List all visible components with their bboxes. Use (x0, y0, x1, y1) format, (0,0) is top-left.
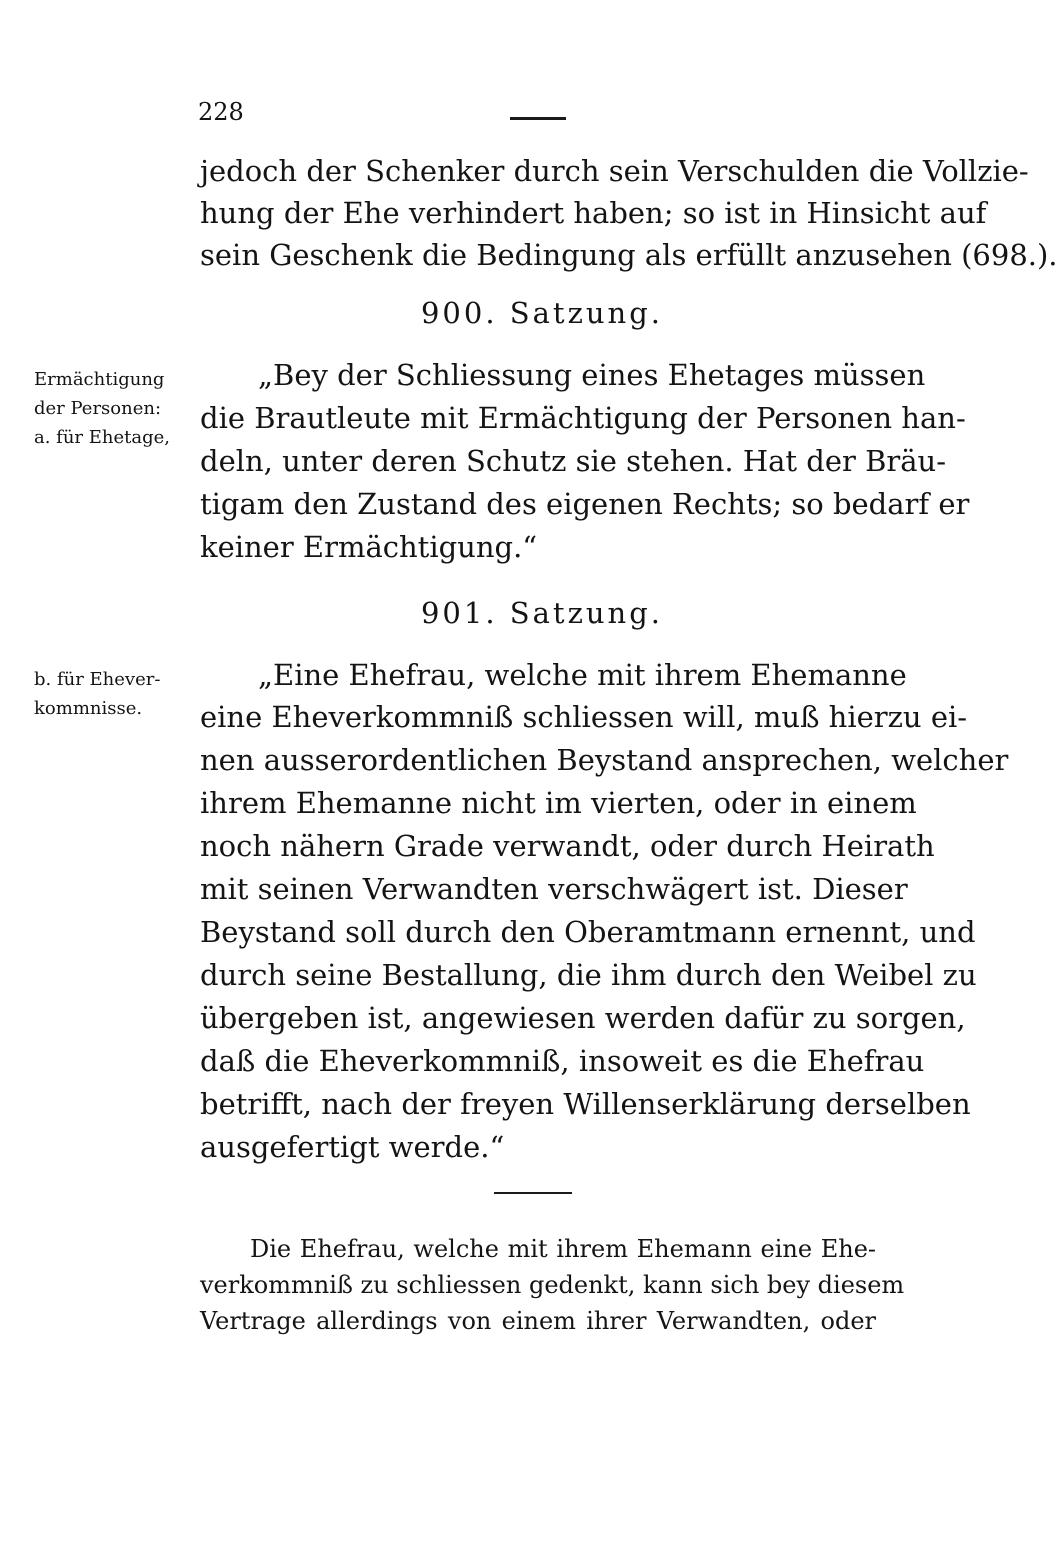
section-901-line: eine Eheverkommniß schliessen will, muß hierzu ei- (200, 700, 968, 734)
section-901-line: ihrem Ehemanne nicht im vierten, oder in einem (200, 786, 917, 820)
margin-note-line: kommnisse. (34, 698, 143, 719)
margin-note-line: a. für Ehetage, (34, 427, 171, 448)
section-900-line: deln, unter deren Schutz sie stehen. Hat der Bräu- (200, 444, 947, 478)
commentary-line: Die Ehefrau, welche mit ihrem Ehemann eine Ehe- (250, 1235, 876, 1263)
margin-note-line: der Personen: (34, 398, 162, 419)
section-901-line: mit seinen Verwandten verschwägert ist. Dieser (200, 872, 908, 906)
intro-line: sein Geschenk die Bedingung als erfüllt anzusehen (698.). (200, 238, 1058, 272)
section-901-line: übergeben ist, angewiesen werden dafür zu sorgen, (200, 1001, 966, 1035)
section-900-line: tigam den Zustand des eigenen Rechts; so bedarf er (200, 487, 970, 521)
section-901-line: nen ausserordentlichen Beystand ansprechen, welcher (200, 743, 1009, 777)
section-heading-901: 901. Satzung. (420, 596, 663, 630)
margin-note-line: b. für Ehever- (34, 669, 161, 690)
commentary-line: verkommniß zu schliessen gedenkt, kann sich bey diesem (200, 1271, 905, 1299)
page-number: 228 (198, 98, 244, 126)
section-901-line: „Eine Ehefrau, welche mit ihrem Ehemanne (258, 658, 907, 692)
section-901-line: daß die Eheverkommniß, insoweit es die Ehefrau (200, 1044, 925, 1078)
section-901-line: Beystand soll durch den Oberamtmann ernennt, und (200, 915, 976, 949)
section-900-line: keiner Ermächtigung.“ (200, 530, 538, 564)
commentary-line: Vertrage allerdings von einem ihrer Verwandten, oder (200, 1307, 876, 1335)
section-901-line: ausgefertigt werde.“ (200, 1130, 505, 1164)
running-header (198, 98, 888, 138)
margin-note-line: Ermächtigung (34, 369, 165, 390)
section-divider (494, 1192, 572, 1194)
intro-line: jedoch der Schenker durch sein Verschulden die Vollzie- (200, 154, 1029, 188)
section-900-line: „Bey der Schliessung eines Ehetages müssen (258, 358, 926, 392)
section-901-line: betrifft, nach der freyen Willenserklärung derselben (200, 1087, 971, 1121)
intro-line: hung der Ehe verhindert haben; so ist in Hinsicht auf (200, 196, 987, 230)
header-rule (510, 117, 566, 120)
section-901-line: noch nähern Grade verwandt, oder durch Heirath (200, 829, 935, 863)
section-901-line: durch seine Bestallung, die ihm durch den Weibel zu (200, 958, 977, 992)
section-900-line: die Brautleute mit Ermächtigung der Personen han- (200, 401, 966, 435)
section-heading-900: 900. Satzung. (420, 296, 663, 330)
